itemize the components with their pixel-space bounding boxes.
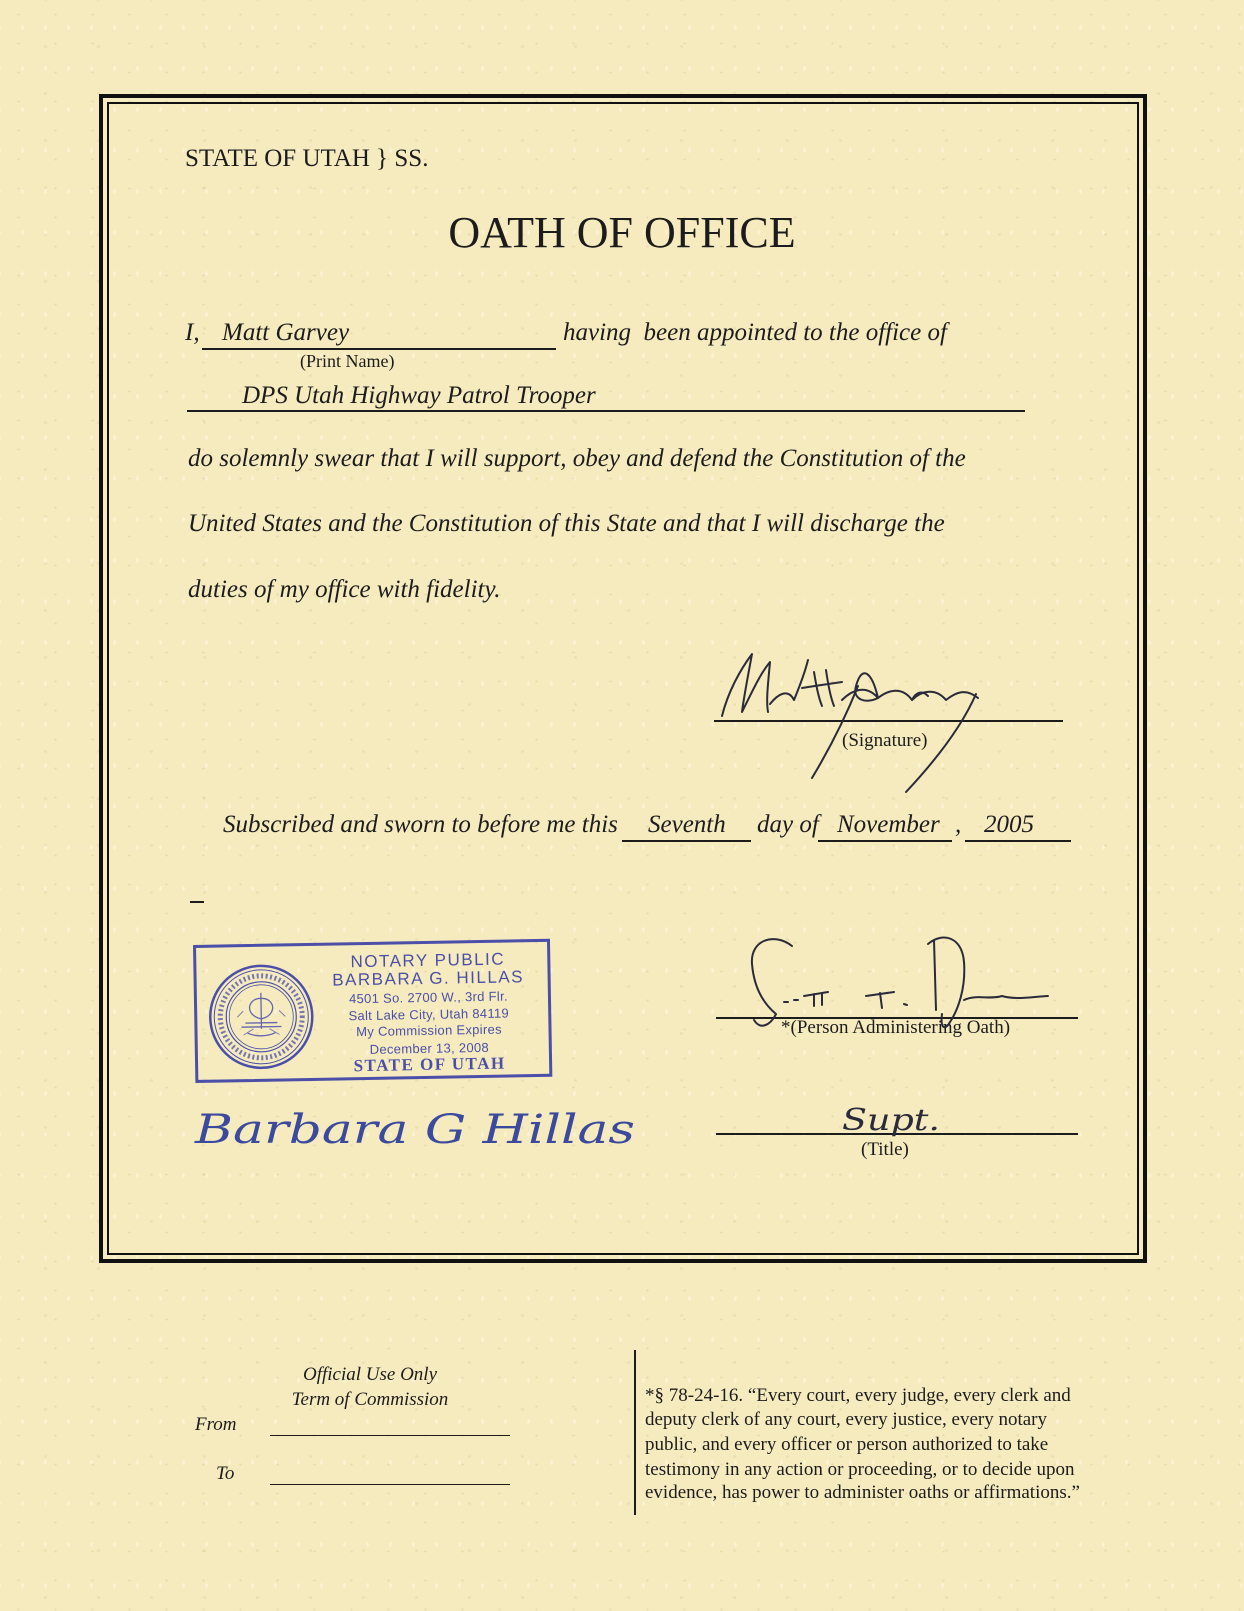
from-field[interactable] bbox=[270, 1435, 510, 1436]
name-underline bbox=[202, 348, 556, 350]
stamp-line: 4501 So. 2700 W., 3rd Flr. bbox=[348, 988, 508, 1007]
stamp-line: BARBARA G. HILLAS bbox=[332, 967, 525, 990]
to-label: To bbox=[216, 1463, 235, 1484]
document-title: OATH OF OFFICE bbox=[448, 208, 796, 257]
statute-line: *§ 78-24-16. “Every court, every judge, every clerk and bbox=[645, 1385, 1071, 1406]
from-label: From bbox=[195, 1414, 237, 1435]
day-underline bbox=[622, 840, 751, 842]
state-line: STATE OF UTAH } SS. bbox=[185, 145, 429, 172]
appointee-name: Matt Garvey bbox=[222, 319, 350, 346]
notary-signature: Barbara G Hillas bbox=[193, 1107, 635, 1153]
sworn-comma: , bbox=[955, 811, 962, 838]
office-underline bbox=[187, 410, 1025, 412]
term-of-commission-heading: Term of Commission bbox=[291, 1389, 449, 1410]
state-seal-icon bbox=[206, 962, 316, 1072]
statute-line: evidence, has power to administer oaths or affirmations.” bbox=[645, 1482, 1080, 1503]
year-underline bbox=[965, 840, 1071, 842]
oath-body-line: United States and the Constitution of this State and that I will discharge the bbox=[188, 510, 945, 537]
sworn-prefix: Subscribed and sworn to before me this bbox=[223, 811, 618, 838]
signature-line bbox=[714, 720, 1063, 722]
print-name-caption: (Print Name) bbox=[300, 351, 395, 371]
month-underline bbox=[818, 840, 952, 842]
oath-body-line: do solemnly swear that I will support, obey and defend the Constitution of the bbox=[188, 445, 966, 472]
statute-line: deputy clerk of any court, every justice, every notary bbox=[645, 1409, 1048, 1430]
office-title: DPS Utah Highway Patrol Trooper bbox=[242, 382, 596, 409]
stamp-line: Salt Lake City, Utah 84119 bbox=[348, 1005, 510, 1024]
appointed-text: having been appointed to the office of bbox=[563, 319, 947, 346]
to-field[interactable] bbox=[270, 1484, 510, 1485]
statute-line: public, and every officer or person authorized to take bbox=[645, 1434, 1049, 1455]
sworn-year: 2005 bbox=[984, 811, 1034, 838]
sworn-day: Seventh bbox=[648, 811, 726, 838]
oath-prefix: I, bbox=[185, 319, 200, 346]
stamp-line: NOTARY PUBLIC bbox=[350, 949, 506, 972]
stamp-line: December 13, 2008 bbox=[369, 1039, 490, 1057]
stamp-line: My Commission Expires bbox=[356, 1021, 503, 1040]
notary-stamp bbox=[193, 939, 552, 1083]
signature-caption: (Signature) bbox=[842, 730, 928, 751]
inner-border bbox=[107, 102, 1139, 1255]
sworn-month: November bbox=[837, 811, 940, 838]
title-line bbox=[716, 1133, 1078, 1135]
statute-line: testimony in any action or proceeding, or to decide upon bbox=[645, 1459, 1075, 1480]
title-value: Supt. bbox=[842, 1103, 940, 1138]
sworn-day-of: day of bbox=[757, 811, 819, 838]
title-caption: (Title) bbox=[861, 1139, 909, 1160]
administrator-caption: *(Person Administering Oath) bbox=[781, 1017, 1011, 1038]
oath-body-line: duties of my office with fidelity. bbox=[188, 576, 501, 603]
stray-mark bbox=[190, 901, 204, 903]
stamp-line: STATE OF UTAH bbox=[353, 1053, 506, 1076]
official-use-heading: Official Use Only bbox=[302, 1364, 438, 1385]
section-divider bbox=[634, 1350, 636, 1515]
